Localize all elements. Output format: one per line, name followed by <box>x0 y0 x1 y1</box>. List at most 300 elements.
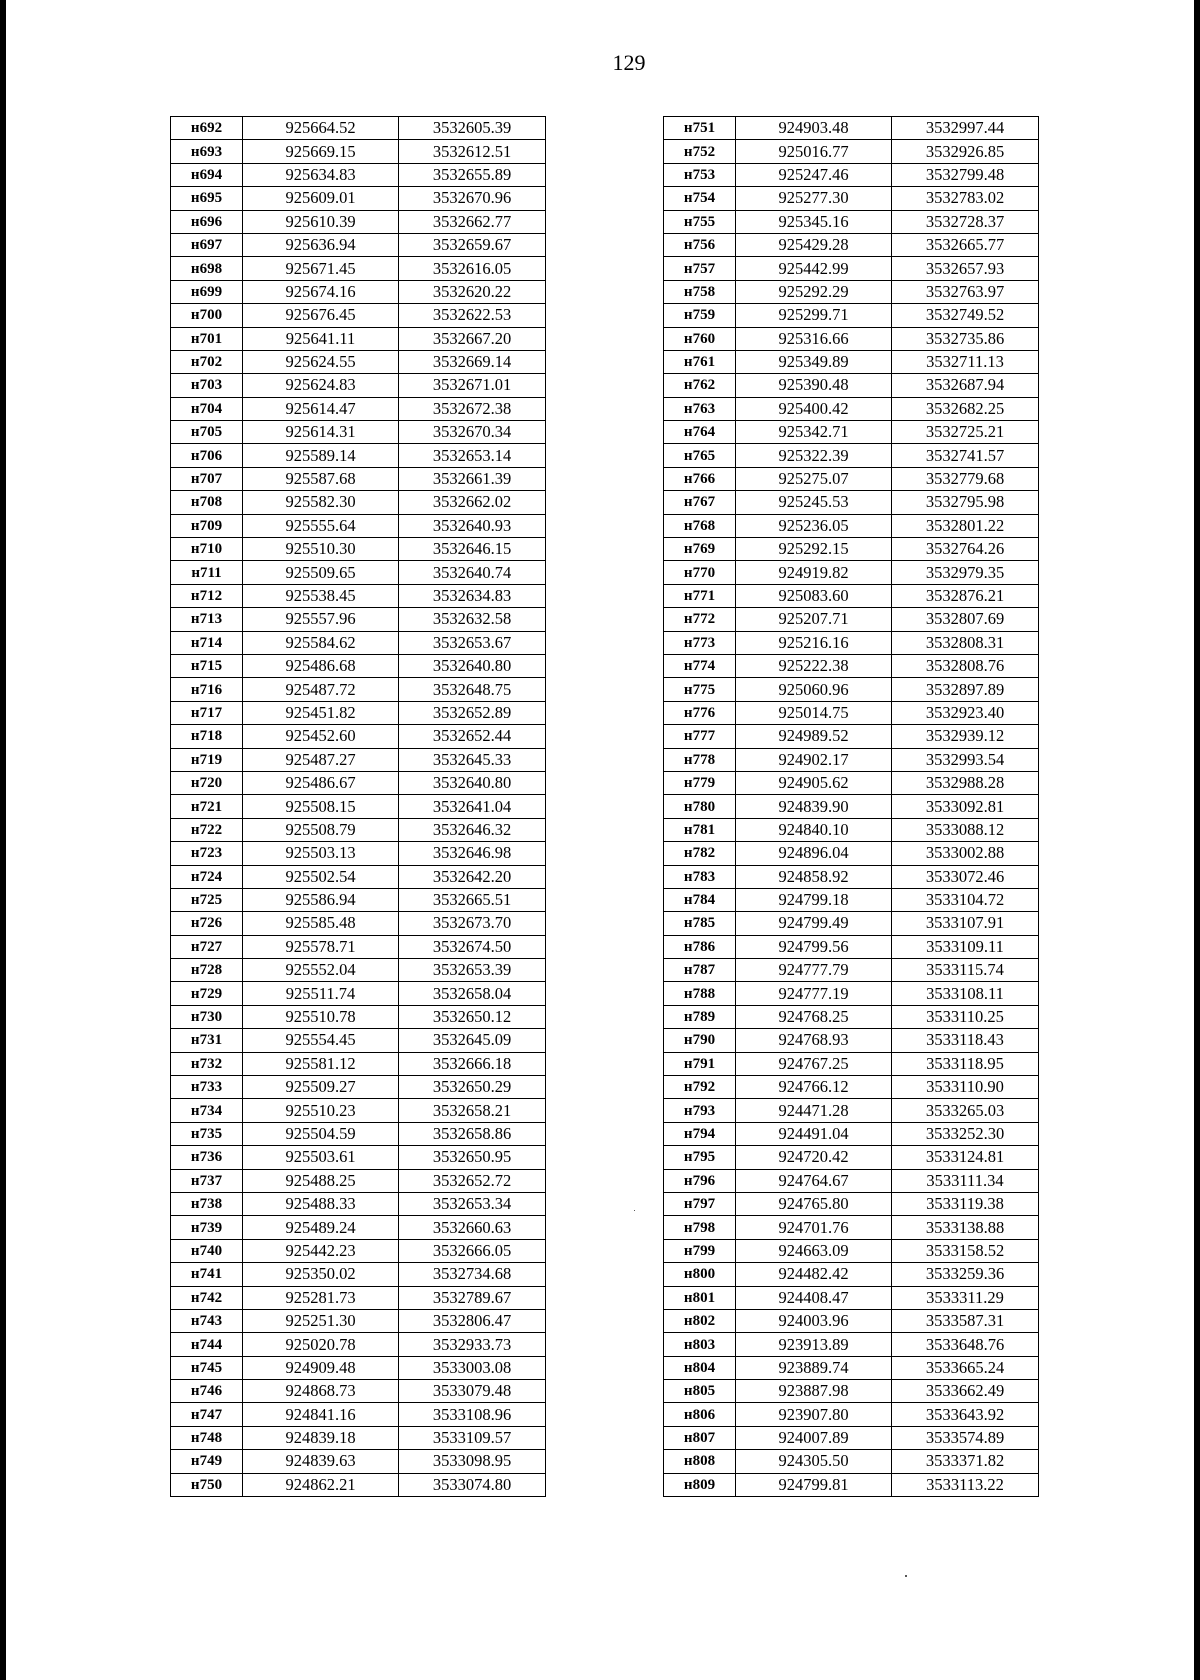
point-id-cell: н707 <box>171 467 243 490</box>
y-coordinate-cell: 3532645.09 <box>399 1029 546 1052</box>
y-coordinate-cell: 3532808.76 <box>892 654 1039 677</box>
x-coordinate-cell: 925486.67 <box>243 771 399 794</box>
y-coordinate-cell: 3533643.92 <box>892 1403 1039 1426</box>
x-coordinate-cell: 924841.16 <box>243 1403 399 1426</box>
point-id-cell: н752 <box>664 140 736 163</box>
x-coordinate-cell: 925510.30 <box>243 538 399 561</box>
point-id-cell: н808 <box>664 1450 736 1473</box>
x-coordinate-cell: 925487.72 <box>243 678 399 701</box>
point-id-cell: н770 <box>664 561 736 584</box>
table-row <box>664 280 1039 303</box>
table-row <box>664 771 1039 794</box>
x-coordinate-cell: 925245.53 <box>736 491 892 514</box>
y-coordinate-cell: 3532640.80 <box>399 771 546 794</box>
y-coordinate-cell: 3533109.57 <box>399 1426 546 1449</box>
table-row <box>171 888 546 911</box>
x-coordinate-cell: 924007.89 <box>736 1426 892 1449</box>
table-row <box>171 654 546 677</box>
point-id-cell: н799 <box>664 1239 736 1262</box>
table-row <box>664 701 1039 724</box>
y-coordinate-cell: 3532658.86 <box>399 1122 546 1145</box>
table-row <box>664 397 1039 420</box>
x-coordinate-cell: 925442.23 <box>243 1239 399 1262</box>
x-coordinate-cell: 924491.04 <box>736 1122 892 1145</box>
point-id-cell: н780 <box>664 795 736 818</box>
x-coordinate-cell: 925587.68 <box>243 467 399 490</box>
y-coordinate-cell: 3532659.67 <box>399 233 546 256</box>
x-coordinate-cell: 925502.54 <box>243 865 399 888</box>
x-coordinate-cell: 924903.48 <box>736 117 892 140</box>
x-coordinate-cell: 925083.60 <box>736 584 892 607</box>
table-row <box>664 748 1039 771</box>
y-coordinate-cell: 3533109.11 <box>892 935 1039 958</box>
x-coordinate-cell: 924764.67 <box>736 1169 892 1192</box>
y-coordinate-cell: 3533587.31 <box>892 1309 1039 1332</box>
point-id-cell: н776 <box>664 701 736 724</box>
table-row <box>664 1192 1039 1215</box>
point-id-cell: н750 <box>171 1473 243 1496</box>
x-coordinate-cell: 925510.23 <box>243 1099 399 1122</box>
table-row <box>171 1309 546 1332</box>
y-coordinate-cell: 3533138.88 <box>892 1216 1039 1239</box>
x-coordinate-cell: 925275.07 <box>736 467 892 490</box>
point-id-cell: н778 <box>664 748 736 771</box>
y-coordinate-cell: 3533098.95 <box>399 1450 546 1473</box>
table-row <box>664 350 1039 373</box>
point-id-cell: н754 <box>664 187 736 210</box>
x-coordinate-cell: 924799.56 <box>736 935 892 958</box>
x-coordinate-cell: 925636.94 <box>243 233 399 256</box>
point-id-cell: н807 <box>664 1426 736 1449</box>
y-coordinate-cell: 3532646.15 <box>399 538 546 561</box>
x-coordinate-cell: 924840.10 <box>736 818 892 841</box>
table-row <box>664 1286 1039 1309</box>
point-id-cell: н792 <box>664 1076 736 1099</box>
y-coordinate-cell: 3533092.81 <box>892 795 1039 818</box>
table-row <box>171 1169 546 1192</box>
table-row <box>171 280 546 303</box>
table-row <box>171 514 546 537</box>
table-row <box>171 304 546 327</box>
x-coordinate-cell: 925429.28 <box>736 233 892 256</box>
table-row <box>664 1473 1039 1496</box>
point-id-cell: н772 <box>664 608 736 631</box>
x-coordinate-cell: 924862.21 <box>243 1473 399 1496</box>
table-row <box>171 257 546 280</box>
y-coordinate-cell: 3532658.21 <box>399 1099 546 1122</box>
table-row <box>171 140 546 163</box>
y-coordinate-cell: 3533119.38 <box>892 1192 1039 1215</box>
point-id-cell: н797 <box>664 1192 736 1215</box>
table-row <box>664 514 1039 537</box>
table-row <box>171 771 546 794</box>
point-id-cell: н733 <box>171 1076 243 1099</box>
table-row <box>664 654 1039 677</box>
table-row <box>171 1356 546 1379</box>
x-coordinate-cell: 925489.24 <box>243 1216 399 1239</box>
table-row <box>664 1309 1039 1332</box>
y-coordinate-cell: 3533108.11 <box>892 982 1039 1005</box>
y-coordinate-cell: 3532662.77 <box>399 210 546 233</box>
table-row <box>171 842 546 865</box>
table-row <box>664 1005 1039 1028</box>
y-coordinate-cell: 3532741.57 <box>892 444 1039 467</box>
x-coordinate-cell: 924799.18 <box>736 888 892 911</box>
point-id-cell: н711 <box>171 561 243 584</box>
x-coordinate-cell: 924663.09 <box>736 1239 892 1262</box>
x-coordinate-cell: 925509.27 <box>243 1076 399 1099</box>
x-coordinate-cell: 925345.16 <box>736 210 892 233</box>
table-row <box>171 1099 546 1122</box>
point-id-cell: н718 <box>171 725 243 748</box>
table-row <box>171 608 546 631</box>
x-coordinate-cell: 925281.73 <box>243 1286 399 1309</box>
y-coordinate-cell: 3532632.58 <box>399 608 546 631</box>
table-row <box>664 491 1039 514</box>
table-row <box>664 818 1039 841</box>
y-coordinate-cell: 3532653.14 <box>399 444 546 467</box>
y-coordinate-cell: 3532923.40 <box>892 701 1039 724</box>
table-row <box>664 1099 1039 1122</box>
x-coordinate-cell: 925342.71 <box>736 421 892 444</box>
point-id-cell: н762 <box>664 374 736 397</box>
table-row <box>171 1286 546 1309</box>
table-row <box>664 1263 1039 1286</box>
point-id-cell: н737 <box>171 1169 243 1192</box>
x-coordinate-cell: 925552.04 <box>243 959 399 982</box>
point-id-cell: н782 <box>664 842 736 865</box>
point-id-cell: н730 <box>171 1005 243 1028</box>
y-coordinate-cell: 3532612.51 <box>399 140 546 163</box>
y-coordinate-cell: 3532673.70 <box>399 912 546 935</box>
point-id-cell: н759 <box>664 304 736 327</box>
x-coordinate-cell: 925582.30 <box>243 491 399 514</box>
x-coordinate-cell: 924905.62 <box>736 771 892 794</box>
x-coordinate-cell: 924777.79 <box>736 959 892 982</box>
scan-speck <box>634 1210 635 1211</box>
y-coordinate-cell: 3532655.89 <box>399 163 546 186</box>
x-coordinate-cell: 925488.25 <box>243 1169 399 1192</box>
point-id-cell: н758 <box>664 280 736 303</box>
table-row <box>171 935 546 958</box>
table-row <box>171 233 546 256</box>
x-coordinate-cell: 924909.48 <box>243 1356 399 1379</box>
y-coordinate-cell: 3532658.04 <box>399 982 546 1005</box>
y-coordinate-cell: 3533079.48 <box>399 1380 546 1403</box>
point-id-cell: н728 <box>171 959 243 982</box>
x-coordinate-cell: 925488.33 <box>243 1192 399 1215</box>
point-id-cell: н801 <box>664 1286 736 1309</box>
table-row <box>664 1146 1039 1169</box>
coordinates-table-left <box>170 116 546 1497</box>
table-row <box>171 1380 546 1403</box>
y-coordinate-cell: 3533074.80 <box>399 1473 546 1496</box>
y-coordinate-cell: 3533003.08 <box>399 1356 546 1379</box>
y-coordinate-cell: 3532650.12 <box>399 1005 546 1028</box>
table-row <box>664 1076 1039 1099</box>
table-row <box>171 187 546 210</box>
x-coordinate-cell: 925277.30 <box>736 187 892 210</box>
y-coordinate-cell: 3532646.98 <box>399 842 546 865</box>
x-coordinate-cell: 925349.89 <box>736 350 892 373</box>
x-coordinate-cell: 924701.76 <box>736 1216 892 1239</box>
point-id-cell: н760 <box>664 327 736 350</box>
table-row <box>664 374 1039 397</box>
table-row <box>664 678 1039 701</box>
y-coordinate-cell: 3533002.88 <box>892 842 1039 865</box>
x-coordinate-cell: 925236.05 <box>736 514 892 537</box>
y-coordinate-cell: 3532670.96 <box>399 187 546 210</box>
table-row <box>664 795 1039 818</box>
table-row <box>664 1333 1039 1356</box>
y-coordinate-cell: 3532979.35 <box>892 561 1039 584</box>
point-id-cell: н783 <box>664 865 736 888</box>
point-id-cell: н701 <box>171 327 243 350</box>
point-id-cell: н726 <box>171 912 243 935</box>
point-id-cell: н771 <box>664 584 736 607</box>
point-id-cell: н717 <box>171 701 243 724</box>
point-id-cell: н787 <box>664 959 736 982</box>
point-id-cell: н703 <box>171 374 243 397</box>
point-id-cell: н790 <box>664 1029 736 1052</box>
y-coordinate-cell: 3532687.94 <box>892 374 1039 397</box>
point-id-cell: н731 <box>171 1029 243 1052</box>
point-id-cell: н769 <box>664 538 736 561</box>
y-coordinate-cell: 3532652.89 <box>399 701 546 724</box>
y-coordinate-cell: 3532665.77 <box>892 233 1039 256</box>
table-row <box>171 818 546 841</box>
y-coordinate-cell: 3532801.22 <box>892 514 1039 537</box>
y-coordinate-cell: 3532640.80 <box>399 654 546 677</box>
table-row <box>664 1356 1039 1379</box>
point-id-cell: н739 <box>171 1216 243 1239</box>
y-coordinate-cell: 3533259.36 <box>892 1263 1039 1286</box>
y-coordinate-cell: 3532763.97 <box>892 280 1039 303</box>
y-coordinate-cell: 3532641.04 <box>399 795 546 818</box>
point-id-cell: н775 <box>664 678 736 701</box>
table-row <box>664 467 1039 490</box>
table-row <box>664 1029 1039 1052</box>
x-coordinate-cell: 924858.92 <box>736 865 892 888</box>
x-coordinate-cell: 925016.77 <box>736 140 892 163</box>
y-coordinate-cell: 3532634.83 <box>399 584 546 607</box>
x-coordinate-cell: 925503.61 <box>243 1146 399 1169</box>
point-id-cell: н725 <box>171 888 243 911</box>
point-id-cell: н806 <box>664 1403 736 1426</box>
y-coordinate-cell: 3532734.68 <box>399 1263 546 1286</box>
point-id-cell: н723 <box>171 842 243 865</box>
table-row <box>171 1450 546 1473</box>
table-row <box>664 163 1039 186</box>
table-row <box>664 117 1039 140</box>
y-coordinate-cell: 3533371.82 <box>892 1450 1039 1473</box>
point-id-cell: н786 <box>664 935 736 958</box>
table-row <box>664 959 1039 982</box>
x-coordinate-cell: 925400.42 <box>736 397 892 420</box>
point-id-cell: н699 <box>171 280 243 303</box>
x-coordinate-cell: 923907.80 <box>736 1403 892 1426</box>
x-coordinate-cell: 924305.50 <box>736 1450 892 1473</box>
table-row <box>664 327 1039 350</box>
x-coordinate-cell: 924919.82 <box>736 561 892 584</box>
y-coordinate-cell: 3532795.98 <box>892 491 1039 514</box>
table-row <box>664 1239 1039 1262</box>
y-coordinate-cell: 3532933.73 <box>399 1333 546 1356</box>
x-coordinate-cell: 925508.79 <box>243 818 399 841</box>
y-coordinate-cell: 3532764.26 <box>892 538 1039 561</box>
x-coordinate-cell: 925614.31 <box>243 421 399 444</box>
point-id-cell: н785 <box>664 912 736 935</box>
point-id-cell: н702 <box>171 350 243 373</box>
y-coordinate-cell: 3532666.05 <box>399 1239 546 1262</box>
point-id-cell: н777 <box>664 725 736 748</box>
y-coordinate-cell: 3532806.47 <box>399 1309 546 1332</box>
table-row <box>664 538 1039 561</box>
point-id-cell: н767 <box>664 491 736 514</box>
table-row <box>664 982 1039 1005</box>
y-coordinate-cell: 3532939.12 <box>892 725 1039 748</box>
y-coordinate-cell: 3532660.63 <box>399 1216 546 1239</box>
scan-right-edge <box>1194 0 1200 1680</box>
point-id-cell: н751 <box>664 117 736 140</box>
x-coordinate-cell: 925671.45 <box>243 257 399 280</box>
x-coordinate-cell: 925251.30 <box>243 1309 399 1332</box>
x-coordinate-cell: 924902.17 <box>736 748 892 771</box>
y-coordinate-cell: 3532997.44 <box>892 117 1039 140</box>
point-id-cell: н779 <box>664 771 736 794</box>
table-row <box>171 421 546 444</box>
x-coordinate-cell: 924766.12 <box>736 1076 892 1099</box>
y-coordinate-cell: 3532674.50 <box>399 935 546 958</box>
point-id-cell: н789 <box>664 1005 736 1028</box>
y-coordinate-cell: 3533108.96 <box>399 1403 546 1426</box>
point-id-cell: н743 <box>171 1309 243 1332</box>
point-id-cell: н700 <box>171 304 243 327</box>
y-coordinate-cell: 3532605.39 <box>399 117 546 140</box>
table-row <box>664 584 1039 607</box>
table-row <box>171 538 546 561</box>
point-id-cell: н721 <box>171 795 243 818</box>
table-row <box>664 1122 1039 1145</box>
y-coordinate-cell: 3533648.76 <box>892 1333 1039 1356</box>
x-coordinate-cell: 925674.16 <box>243 280 399 303</box>
table-row <box>171 117 546 140</box>
point-id-cell: н712 <box>171 584 243 607</box>
x-coordinate-cell: 925222.38 <box>736 654 892 677</box>
x-coordinate-cell: 924989.52 <box>736 725 892 748</box>
table-row <box>171 1076 546 1099</box>
x-coordinate-cell: 925669.15 <box>243 140 399 163</box>
point-id-cell: н803 <box>664 1333 736 1356</box>
point-id-cell: н719 <box>171 748 243 771</box>
point-id-cell: н745 <box>171 1356 243 1379</box>
point-id-cell: н727 <box>171 935 243 958</box>
y-coordinate-cell: 3533665.24 <box>892 1356 1039 1379</box>
table-row <box>171 678 546 701</box>
x-coordinate-cell: 925452.60 <box>243 725 399 748</box>
table-row <box>664 1380 1039 1403</box>
y-coordinate-cell: 3533104.72 <box>892 888 1039 911</box>
table-row <box>171 444 546 467</box>
table-row <box>664 1403 1039 1426</box>
y-coordinate-cell: 3532650.95 <box>399 1146 546 1169</box>
point-id-cell: н720 <box>171 771 243 794</box>
table-row <box>664 935 1039 958</box>
x-coordinate-cell: 925578.71 <box>243 935 399 958</box>
x-coordinate-cell: 925322.39 <box>736 444 892 467</box>
point-id-cell: н748 <box>171 1426 243 1449</box>
y-coordinate-cell: 3533118.43 <box>892 1029 1039 1052</box>
point-id-cell: н766 <box>664 467 736 490</box>
x-coordinate-cell: 925504.59 <box>243 1122 399 1145</box>
y-coordinate-cell: 3533252.30 <box>892 1122 1039 1145</box>
point-id-cell: н784 <box>664 888 736 911</box>
x-coordinate-cell: 923913.89 <box>736 1333 892 1356</box>
scan-left-edge <box>0 0 6 1680</box>
x-coordinate-cell: 925216.16 <box>736 631 892 654</box>
point-id-cell: н804 <box>664 1356 736 1379</box>
point-id-cell: н753 <box>664 163 736 186</box>
table-row <box>171 1122 546 1145</box>
x-coordinate-cell: 923887.98 <box>736 1380 892 1403</box>
y-coordinate-cell: 3533311.29 <box>892 1286 1039 1309</box>
table-row <box>171 1426 546 1449</box>
y-coordinate-cell: 3532672.38 <box>399 397 546 420</box>
table-row <box>171 350 546 373</box>
point-id-cell: н756 <box>664 233 736 256</box>
table-row <box>664 888 1039 911</box>
y-coordinate-cell: 3532779.68 <box>892 467 1039 490</box>
point-id-cell: н802 <box>664 1309 736 1332</box>
table-row <box>664 1216 1039 1239</box>
table-row <box>171 795 546 818</box>
x-coordinate-cell: 925292.15 <box>736 538 892 561</box>
x-coordinate-cell: 924777.19 <box>736 982 892 1005</box>
x-coordinate-cell: 924868.73 <box>243 1380 399 1403</box>
x-coordinate-cell: 925486.68 <box>243 654 399 677</box>
y-coordinate-cell: 3532926.85 <box>892 140 1039 163</box>
y-coordinate-cell: 3532662.02 <box>399 491 546 514</box>
point-id-cell: н763 <box>664 397 736 420</box>
y-coordinate-cell: 3532876.21 <box>892 584 1039 607</box>
table-row <box>664 631 1039 654</box>
point-id-cell: н697 <box>171 233 243 256</box>
y-coordinate-cell: 3532652.44 <box>399 725 546 748</box>
x-coordinate-cell: 925020.78 <box>243 1333 399 1356</box>
x-coordinate-cell: 925586.94 <box>243 888 399 911</box>
y-coordinate-cell: 3533111.34 <box>892 1169 1039 1192</box>
x-coordinate-cell: 925487.27 <box>243 748 399 771</box>
point-id-cell: н715 <box>171 654 243 677</box>
x-coordinate-cell: 925299.71 <box>736 304 892 327</box>
point-id-cell: н693 <box>171 140 243 163</box>
table-row <box>171 959 546 982</box>
table-row <box>171 725 546 748</box>
point-id-cell: н764 <box>664 421 736 444</box>
table-row <box>171 701 546 724</box>
y-coordinate-cell: 3532620.22 <box>399 280 546 303</box>
y-coordinate-cell: 3532682.25 <box>892 397 1039 420</box>
y-coordinate-cell: 3532667.20 <box>399 327 546 350</box>
y-coordinate-cell: 3532642.20 <box>399 865 546 888</box>
table-row <box>171 561 546 584</box>
x-coordinate-cell: 925581.12 <box>243 1052 399 1075</box>
x-coordinate-cell: 925676.45 <box>243 304 399 327</box>
x-coordinate-cell: 925207.71 <box>736 608 892 631</box>
y-coordinate-cell: 3532652.72 <box>399 1169 546 1192</box>
point-id-cell: н724 <box>171 865 243 888</box>
y-coordinate-cell: 3533113.22 <box>892 1473 1039 1496</box>
